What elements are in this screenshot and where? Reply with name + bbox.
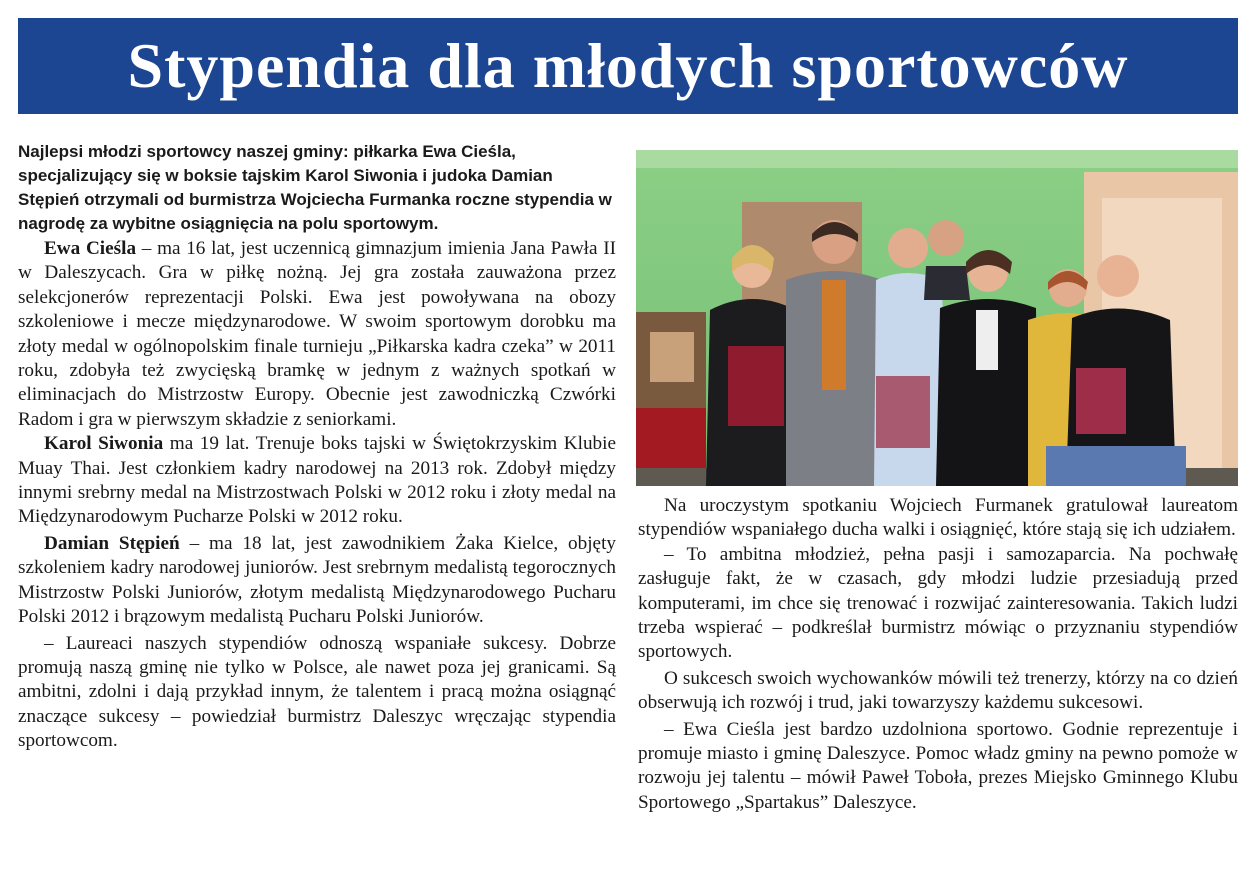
paragraph-ewa: [18, 237, 616, 432]
paragraph-text: – ma 18 lat, jest zawodnikiem Żaka Kielce, objęty szkoleniem kadry narodowej juniorów. Jest srebrnym medalistą tegorocznych Mistrzostw Polski Juniorów, złotym medalistą Międzynarodowego Pucharu Polski 2012 i brązowym medalistą Pucharu Polski Juniorów.: [18, 532, 616, 628]
paragraph-text: ma 19 lat. Trenuje boks tajski w Świętokrzyskim Klubie Muay Thai. Jest członkiem kadry narodowej na 2013 rok. Zdobył między innymi srebrny medal na Mistrzostwach Polski w 2012 roku i złoty medal na Międzynarodowym Pucharze Polski w 2012 roku.: [18, 433, 616, 528]
paragraph-text: – ma 16 lat, jest uczennicą gimnazjum imienia Jana Pawła II w Daleszycach. Gra w piłkę nożną. Jej gra została zauważona przez selekcjonerów reprezentacji Polski. Ewa jest powoływana na obozy szkoleniowe i mecze międzynarodowe. W swoim sportowym dorobku ma złoty medal w ogólnopolskim finale turnieju „Piłkarska kadra czeka” w 2011 roku, zdobyła też zwycięską bramkę w jednym z ważnych spotkań w eliminacjach do Mistrzostw Europy. Obecnie jest zawodniczką Czwórki Radom i gra w pierwszym składzie z seniorkami.: [18, 238, 617, 430]
photo-illustration: [636, 150, 1238, 486]
article-title: Stypendia dla młodych sportowców: [127, 30, 1129, 101]
person-name: Damian Stępień: [44, 532, 180, 554]
person-name: Ewa Cieśla: [44, 238, 137, 259]
article-lead: Najlepsi młodzi sportowcy naszej gminy: piłkarka Ewa Cieśla, specjalizujący się w boksie tajskim Karol Siwonia i judoka Damian Stępień otrzymali od burmistrza Wojciecha Furmanka roczne stypendia w nagrodę za wybitne osiągnięcia na polu sportowym.: [18, 142, 612, 233]
ceiling: [636, 150, 1238, 168]
paragraph-damian: [18, 532, 616, 630]
paragraph-coaches: O sukcesch swoich wychowanków mówili też trenerzy, którzy na co dzień obserwują ich rozwój i trud, jaki towarzyszy każdemu sukcesowi.: [638, 667, 1238, 714]
left-column: [18, 140, 616, 754]
paragraph-coach-quote: – Ewa Cieśla jest bardzo uzdolniona sportowo. Godnie reprezentuje i promuje miasto i gminę Daleszyce. Pomoc władz gminy na pewno pomoże w rozwoju jej talentu – mówił Paweł Toboła, prezes Miejsko Gminnego Klubu Sportowego „Spartakus” Daleszyce.: [638, 718, 1238, 813]
person-4: [924, 220, 970, 300]
right-column: [638, 494, 1238, 815]
paragraph-mayor-speech: – To ambitna młodzież, pełna pasji i samozaparcia. Na pochwałę zasługuje fakt, że w czasach, gdy młodzi ludzie przesiadują przed komputerami, im chce się trenować i rozwijać zainteresowania. Takich ludzi trzeba wspierać – podkreślał burmistrz mówiąc o przyznaniu stypendiów sportowych.: [638, 543, 1238, 663]
paragraph-text: – Laureaci naszych stypendiów odnoszą wspaniałe sukcesy. Dobrze promują naszą gminę nie tylko w Polsce, ale nawet poza jej granicami. Są ambitni, zdolni i dają przykład innym, że talentem i pracą można osiągnąć znaczące sukcesy – powiedział burmistrz Daleszyc wręczając stypendia sportowcom.: [18, 632, 616, 752]
paragraph-karol: [18, 432, 616, 530]
title-banner: [18, 18, 1238, 114]
cabinet-shelf: [650, 332, 694, 382]
article-photo: [636, 150, 1238, 486]
paragraph-quote-mayor: [18, 632, 616, 754]
paragraph-ceremony: Na uroczystym spotkaniu Wojciech Furmanek gratulował laureatom stypendiów wspaniałego ducha walki i osiągnięć, które stają się ich udziałem.: [638, 495, 1238, 541]
person-name: Karol Siwonia: [44, 433, 164, 455]
